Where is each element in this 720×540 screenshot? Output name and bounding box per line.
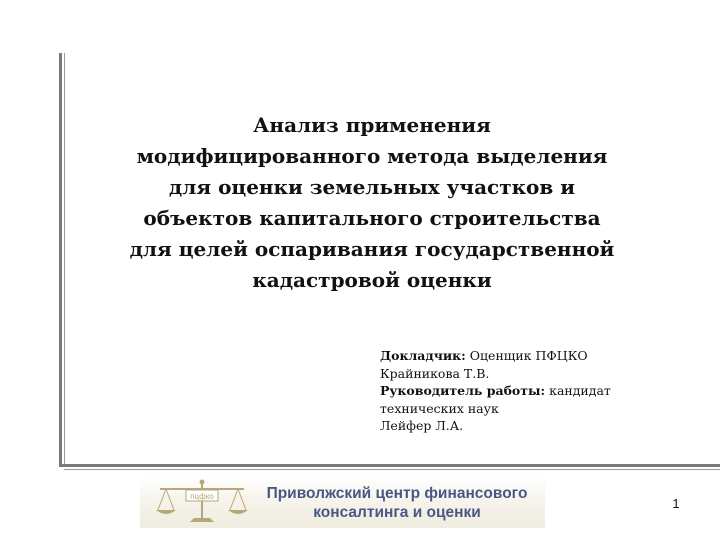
title-line: для целей оспаривания государственной bbox=[129, 237, 615, 261]
footer-banner bbox=[140, 476, 545, 528]
logo-text: пцфко bbox=[190, 492, 214, 501]
title-line: для оценки земельных участков и bbox=[168, 175, 576, 199]
frame-left-bar bbox=[59, 53, 62, 467]
page-number: 1 bbox=[672, 496, 680, 511]
company-name-line: консалтинга и оценки bbox=[313, 504, 481, 521]
title-line: Анализ применения bbox=[253, 113, 491, 137]
frame-left-line bbox=[64, 53, 65, 467]
frame-bottom-line bbox=[64, 469, 720, 470]
title-line: объектов капитального строительства bbox=[143, 206, 601, 230]
scales-logo-icon bbox=[152, 476, 252, 528]
supervisor-degree: технических наук bbox=[380, 400, 499, 416]
reporter-label: Докладчик: bbox=[380, 348, 466, 363]
frame-bottom-bar bbox=[59, 464, 720, 467]
company-name-line: Приволжский центр финансового bbox=[266, 485, 528, 502]
supervisor-label: Руководитель работы: bbox=[380, 383, 546, 398]
slide-title bbox=[112, 110, 632, 296]
supervisor-value: кандидат bbox=[545, 383, 611, 398]
title-line: кадастровой оценки bbox=[252, 268, 492, 292]
supervisor-line bbox=[380, 382, 690, 400]
supervisor-name: Лейфер Л.А. bbox=[380, 418, 464, 433]
reporter-name: Крайникова Т.В. bbox=[380, 365, 490, 381]
reporter-value: Оценщик ПФЦКО bbox=[465, 348, 588, 363]
title-line: модифицированного метода выделения bbox=[136, 144, 608, 168]
reporter-line bbox=[380, 347, 690, 365]
company-name bbox=[252, 484, 542, 522]
speaker-info bbox=[380, 347, 690, 435]
